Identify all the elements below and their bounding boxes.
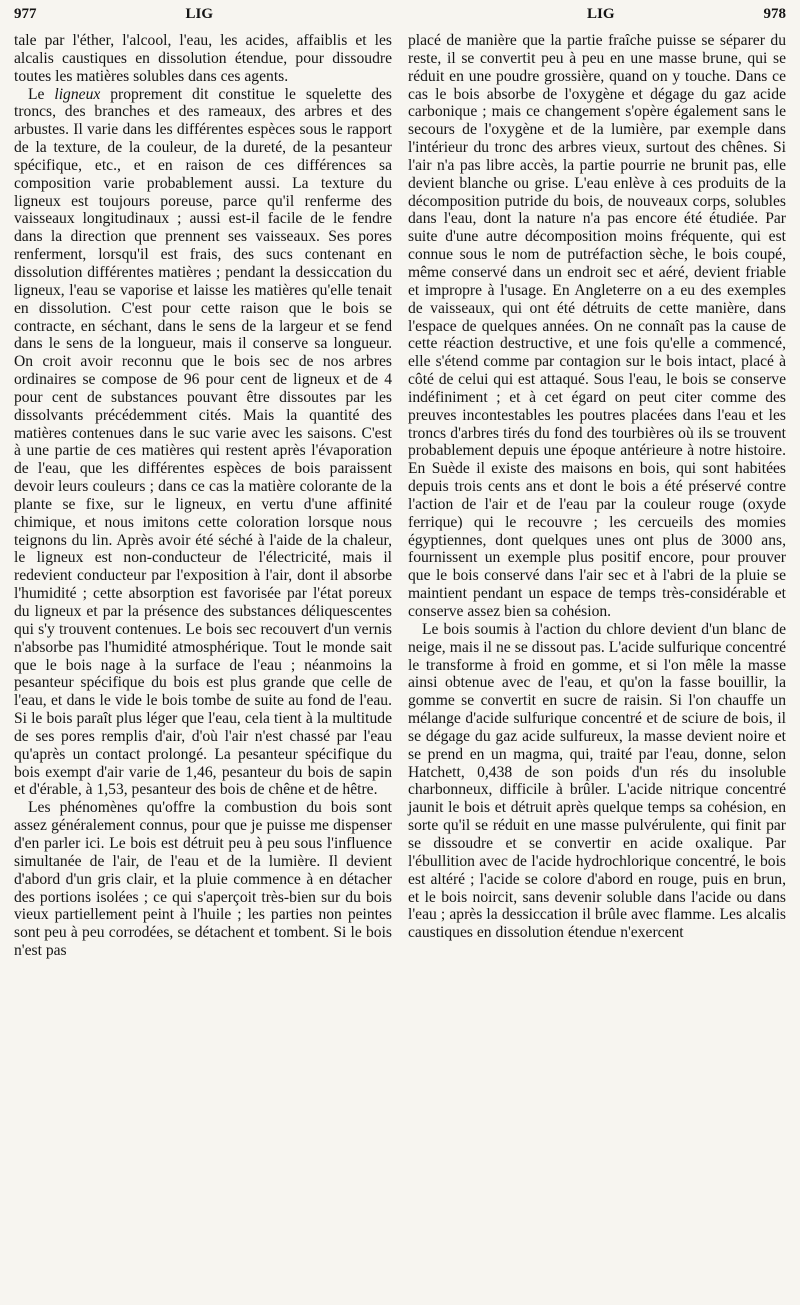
italic-term: ligneux [54,85,101,103]
text-columns [14,32,786,960]
right-page-number: 978 [763,6,786,22]
right-header [408,6,786,23]
paragraph: Les phénomènes qu'offre la combustion du bois sont assez généralement connus, pour que je puisse me dispenser d'en parler ici. Le bois est détruit peu à peu sous l'influence simultanée de l'air, de l'eau et de la lumière. Il devient d'abord d'un gris clair, et la pluie commence à en détacher des portions isolées ; ce qui s'aperçoit très-bien sur du bois vieux partiellement peint à l'huile ; les parties non peintes sont peu à peu corrodées, se détachent et tombent. Si le bois n'est pas [14,799,392,960]
paragraph-lead: Le [28,85,55,103]
paragraph: tale par l'éther, l'alcool, l'eau, les acides, affaiblis et les alcalis caustiques en dissolution étendue, pour dissoudre toutes les matières solubles dans ces agents. [14,32,392,85]
right-column [408,32,786,960]
running-header [14,6,786,32]
paragraph-body: proprement dit constitue le squelette des troncs, des branches et des rameaux, des arbres et des arbustes. Il varie dans les différentes espèces sous le rapport de la texture, de la couleur, de la dureté, de la pesanteur spécifique, etc., et en raison de ces différences sa composition varie probablement aussi. La texture du ligneux est toujours poreuse, parce qu'il renferme des vaisseaux longitudinaux ; aussi est-il facile de le fendre dans la direction que prennent ses vaisseaux. Ses pores renferment, lorsqu'il est frais, des sucs contenant en dissolution différentes matières ; pendant la dessiccation du ligneux, l'eau se vaporise et laisse les matières qu'elle tenait en dissolution. C'est pour cette raison que le bois se contracte, en séchant, dans le sens de la largeur et se fend dans le sens de la longueur, mais il conserve sa longueur. On croit avoir reconnu que le bois sec de nos arbres ordinaires se compose de 96 pour cent de ligneux et de 4 pour cent de substances pouvant être dissoutes par les dissolvants précédemment cités. Mais la quantité des matières contenues dans le suc varie avec les saisons. C'est à une partie de ces matières qui restent après l'évaporation de l'eau, que les différentes espèces de bois paraissent devoir leurs couleurs ; dans ce cas la matière colorante de la plante se fixe, sur le ligneux, en vertu d'une affinité chimique, et nous imitons cette coloration lorsque nous teignons du lin. Après avoir été séché à l'aide de la chaleur, le ligneux est non-conducteur de l'électricité, mais il redevient conducteur par l'exposition à l'air, dont il absorbe l'humidité ; cette absorption est favorisée par l'état poreux du ligneux et par la présence des substances déliquescentes qui s'y trouvent contenues. Le bois sec recouvert d'un vernis n'absorbe pas l'humidité atmosphérique. Tout le monde sait que le bois nage à la surface de l'eau ; néanmoins la pesanteur spécifique du bois est plus grande que celle de l'eau, et dans le vide le bois tombe de suite au fond de l'eau. Si le bois paraît plus léger que l'eau, cela tient à la multitude de ses pores remplis d'air, d'où l'air n'est chassé par l'eau qu'après un contact prolongé. La pesanteur spécifique du bois exempt d'air varie de 1,46, pesanteur du bois de sapin et d'érable, à 1,53, pesanteur des bois de chêne et de hêtre. [14,85,392,799]
paragraph [14,86,392,800]
left-header [14,6,392,23]
left-running-head: LIG [185,6,213,22]
left-column [14,32,392,960]
left-page-number: 977 [14,6,37,22]
paragraph: Le bois soumis à l'action du chlore devient d'un blanc de neige, mais il ne se dissout pas. L'acide sulfurique concentré le transforme à froid en gomme, et si l'on mêle la masse ainsi obtenue avec de l'eau, et qu'on la fasse bouillir, la gomme se convertit en sucre de raisin. Si l'on chauffe un mélange d'acide sulfurique concentré et de sciure de bois, il se dégage du gaz acide sulfureux, la masse devient noire et se prend en un magma, qui, traité par l'eau, donne, selon Hatchett, 0,438 de son poids d'un rés du insoluble charbonneux, difficile à brûler. L'acide nitrique concentré jaunit le bois et détruit après quelque temps sa cohésion, en sorte qu'il se réduit en une masse pulvérulente, qui finit par se dissoudre et se convertir en acide oxalique. Par l'ébullition avec de l'acide hydrochlorique concentré, le bois est altéré ; l'acide se colore d'abord en rouge, puis en brun, et le bois noircit, sans devenir soluble dans l'acide ou dans l'eau ; après la dessiccation il brûle avec flamme. Les alcalis caustiques en dissolution étendue n'exercent [408,620,786,942]
paragraph: placé de manière que la partie fraîche puisse se séparer du reste, il se convertit peu à peu en une masse brune, qui se réduit en une poudre grossière, quand on y touche. Dans ce cas le bois absorbe de l'oxygène et dégage du gaz acide carbonique ; mais ce changement s'opère également sans le secours de l'oxygène et de la lumière, par exemple dans l'intérieur du tronc des arbres vieux, surtout des chênes. Si l'air n'a pas libre accès, la partie pourrie ne brunit pas, elle devient blanche ou grise. L'eau enlève à ces produits de la décomposition putride du bois, de nouveaux corps, solubles dans l'eau, dont la nature n'a pas encore été étudiée. Par suite d'une autre décomposition moins fréquente, qui est connue sous le nom de putréfaction sèche, le bois coupé, même conservé dans un endroit sec et aéré, devient friable et impropre à l'usage. En Angleterre on a eu des exemples de vaisseaux, qui ont été détruits de cette manière, dans l'espace de quelques années. On ne connaît pas la cause de cette réaction destructive, et une fois qu'elle a commencé, elle s'étend comme par contagion sur le bois intact, placé à côté de celui qui est attaqué. Sous l'eau, le bois se conserve indéfiniment ; et à cet égard on peut citer comme des preuves incontestables les poutres placées dans l'eau et les troncs d'arbres tirés du fond des tourbières où ils se trouvent probablement depuis une époque antérieure à notre histoire. En Suède il existe des maisons en bois, qui sont habitées depuis trois cents ans et dont le bois a été préservé contre l'action de l'air et de l'eau par la couleur rouge (oxyde ferrique) qui le recouvre ; les cercueils des momies égyptiennes, dont quelques unes ont plus de 3000 ans, fournissent un exemple plus positif encore, pour prouver que le bois conservé dans l'air sec et à l'abri de la pluie se maintient pendant un espace de temps très-considérable et conserve assez bien sa cohésion. [408,32,786,620]
right-running-head: LIG [586,6,615,22]
